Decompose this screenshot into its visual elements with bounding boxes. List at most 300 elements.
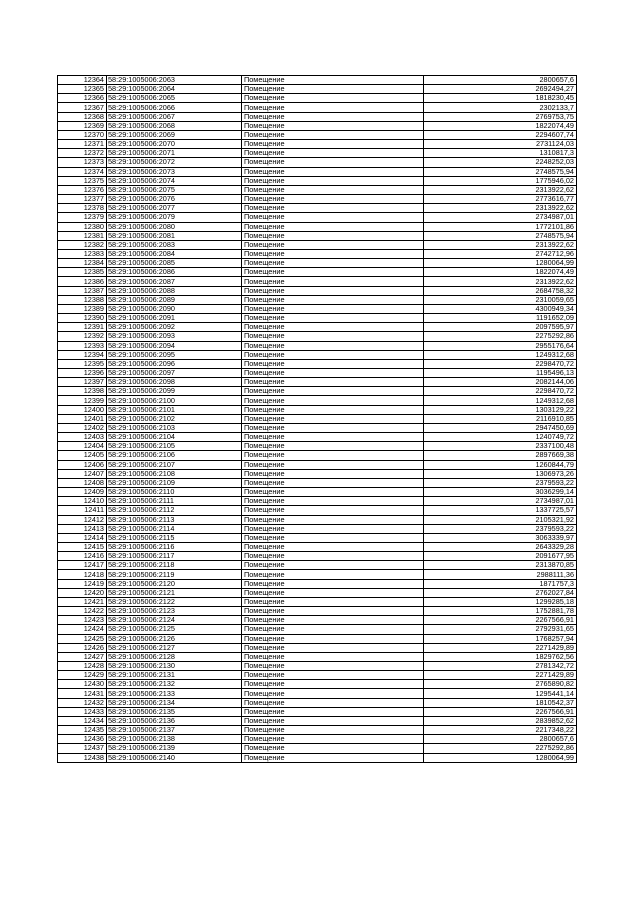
cadastral-value-cell: 2379593,22 <box>424 524 577 533</box>
cadastral-value-cell: 2765890,82 <box>424 680 577 689</box>
cadastral-number-cell: 58:29:1005006:2103 <box>107 423 242 432</box>
cadastral-number-cell: 58:29:1005006:2128 <box>107 652 242 661</box>
cadastral-number-cell: 58:29:1005006:2068 <box>107 121 242 130</box>
row-number-cell: 12399 <box>58 396 107 405</box>
table-row <box>58 130 577 139</box>
object-type-cell: Помещение <box>242 488 424 497</box>
row-number-cell: 12397 <box>58 378 107 387</box>
table-row <box>58 753 577 762</box>
row-number-cell: 12408 <box>58 478 107 487</box>
cadastral-number-cell: 58:29:1005006:2079 <box>107 213 242 222</box>
cadastral-value-cell: 2313922,62 <box>424 204 577 213</box>
row-number-cell: 12428 <box>58 662 107 671</box>
object-type-cell: Помещение <box>242 405 424 414</box>
cadastral-number-cell: 58:29:1005006:2139 <box>107 744 242 753</box>
table-row <box>58 607 577 616</box>
table-row <box>58 359 577 368</box>
object-type-cell: Помещение <box>242 213 424 222</box>
cadastral-value-cell: 1191652,09 <box>424 314 577 323</box>
table-row <box>58 524 577 533</box>
cadastral-number-cell: 58:29:1005006:2076 <box>107 195 242 204</box>
cadastral-value-cell: 1822074,49 <box>424 268 577 277</box>
object-type-cell: Помещение <box>242 94 424 103</box>
row-number-cell: 12407 <box>58 469 107 478</box>
table-row <box>58 625 577 634</box>
object-type-cell: Помещение <box>242 735 424 744</box>
cadastral-number-cell: 58:29:1005006:2087 <box>107 277 242 286</box>
cadastral-value-cell: 1306973,26 <box>424 469 577 478</box>
cadastral-number-cell: 58:29:1005006:2104 <box>107 433 242 442</box>
cadastral-number-cell: 58:29:1005006:2073 <box>107 167 242 176</box>
row-number-cell: 12422 <box>58 607 107 616</box>
cadastral-value-cell: 2217348,22 <box>424 726 577 735</box>
row-number-cell: 12427 <box>58 652 107 661</box>
object-type-cell: Помещение <box>242 698 424 707</box>
cadastral-number-cell: 58:29:1005006:2092 <box>107 323 242 332</box>
row-number-cell: 12413 <box>58 524 107 533</box>
row-number-cell: 12421 <box>58 597 107 606</box>
row-number-cell: 12387 <box>58 286 107 295</box>
cadastral-value-cell: 1299285,18 <box>424 597 577 606</box>
cadastral-number-cell: 58:29:1005006:2083 <box>107 240 242 249</box>
object-type-cell: Помещение <box>242 744 424 753</box>
table-body <box>58 76 577 763</box>
cadastral-value-cell: 2762027,84 <box>424 588 577 597</box>
table-row <box>58 561 577 570</box>
table-row <box>58 295 577 304</box>
cadastral-value-cell: 2271429,89 <box>424 643 577 652</box>
cadastral-number-cell: 58:29:1005006:2072 <box>107 158 242 167</box>
row-number-cell: 12380 <box>58 222 107 231</box>
table-row <box>58 277 577 286</box>
row-number-cell: 12425 <box>58 634 107 643</box>
row-number-cell: 12419 <box>58 579 107 588</box>
row-number-cell: 12379 <box>58 213 107 222</box>
cadastral-number-cell: 58:29:1005006:2117 <box>107 552 242 561</box>
cadastral-value-cell: 1295441,14 <box>424 689 577 698</box>
table-row <box>58 680 577 689</box>
row-number-cell: 12390 <box>58 314 107 323</box>
object-type-cell: Помещение <box>242 158 424 167</box>
cadastral-value-cell: 1772101,86 <box>424 222 577 231</box>
table-row <box>58 149 577 158</box>
cadastral-number-cell: 58:29:1005006:2096 <box>107 359 242 368</box>
cadastral-number-cell: 58:29:1005006:2063 <box>107 76 242 85</box>
row-number-cell: 12382 <box>58 240 107 249</box>
cadastral-number-cell: 58:29:1005006:2086 <box>107 268 242 277</box>
row-number-cell: 12424 <box>58 625 107 634</box>
row-number-cell: 12417 <box>58 561 107 570</box>
row-number-cell: 12375 <box>58 176 107 185</box>
object-type-cell: Помещение <box>242 204 424 213</box>
table-row <box>58 570 577 579</box>
cadastral-number-cell: 58:29:1005006:2115 <box>107 533 242 542</box>
cadastral-number-cell: 58:29:1005006:2113 <box>107 515 242 524</box>
cadastral-number-cell: 58:29:1005006:2127 <box>107 643 242 652</box>
table-row <box>58 213 577 222</box>
cadastral-value-cell: 1871757,3 <box>424 579 577 588</box>
table-row <box>58 433 577 442</box>
object-type-cell: Помещение <box>242 570 424 579</box>
table-row <box>58 671 577 680</box>
cadastral-value-cell: 2800657,6 <box>424 76 577 85</box>
table-row <box>58 707 577 716</box>
table-row <box>58 341 577 350</box>
table-row <box>58 378 577 387</box>
cadastral-value-cell: 2769753,75 <box>424 112 577 121</box>
table-row <box>58 195 577 204</box>
table-row <box>58 387 577 396</box>
table-row <box>58 405 577 414</box>
table-row <box>58 350 577 359</box>
cadastral-number-cell: 58:29:1005006:2093 <box>107 332 242 341</box>
cadastral-value-cell: 1303129,22 <box>424 405 577 414</box>
row-number-cell: 12402 <box>58 423 107 432</box>
object-type-cell: Помещение <box>242 726 424 735</box>
cadastral-number-cell: 58:29:1005006:2095 <box>107 350 242 359</box>
row-number-cell: 12426 <box>58 643 107 652</box>
object-type-cell: Помещение <box>242 414 424 423</box>
cadastral-value-cell: 1249312,68 <box>424 350 577 359</box>
cadastral-number-cell: 58:29:1005006:2137 <box>107 726 242 735</box>
cadastral-value-cell: 2955176,64 <box>424 341 577 350</box>
table-row <box>58 698 577 707</box>
object-type-cell: Помещение <box>242 680 424 689</box>
cadastral-value-cell: 2313922,62 <box>424 240 577 249</box>
table-row <box>58 304 577 313</box>
cadastral-number-cell: 58:29:1005006:2091 <box>107 314 242 323</box>
cadastral-number-cell: 58:29:1005006:2134 <box>107 698 242 707</box>
object-type-cell: Помещение <box>242 451 424 460</box>
row-number-cell: 12418 <box>58 570 107 579</box>
row-number-cell: 12369 <box>58 121 107 130</box>
object-type-cell: Помещение <box>242 378 424 387</box>
table-row <box>58 249 577 258</box>
row-number-cell: 12398 <box>58 387 107 396</box>
object-type-cell: Помещение <box>242 112 424 121</box>
row-number-cell: 12395 <box>58 359 107 368</box>
row-number-cell: 12389 <box>58 304 107 313</box>
row-number-cell: 12436 <box>58 735 107 744</box>
object-type-cell: Помещение <box>242 506 424 515</box>
cadastral-value-cell: 1818230,45 <box>424 94 577 103</box>
object-type-cell: Помещение <box>242 478 424 487</box>
table-row <box>58 85 577 94</box>
row-number-cell: 12381 <box>58 231 107 240</box>
object-type-cell: Помещение <box>242 121 424 130</box>
object-type-cell: Помещение <box>242 469 424 478</box>
cadastral-value-cell: 1829762,56 <box>424 652 577 661</box>
object-type-cell: Помещение <box>242 359 424 368</box>
cadastral-value-cell: 1195496,13 <box>424 369 577 378</box>
object-type-cell: Помещение <box>242 103 424 112</box>
object-type-cell: Помещение <box>242 460 424 469</box>
table-row <box>58 716 577 725</box>
row-number-cell: 12410 <box>58 497 107 506</box>
object-type-cell: Помещение <box>242 542 424 551</box>
object-type-cell: Помещение <box>242 643 424 652</box>
row-number-cell: 12383 <box>58 249 107 258</box>
cadastral-number-cell: 58:29:1005006:2107 <box>107 460 242 469</box>
cadastral-value-cell: 2116910,85 <box>424 414 577 423</box>
cadastral-number-cell: 58:29:1005006:2099 <box>107 387 242 396</box>
row-number-cell: 12434 <box>58 716 107 725</box>
object-type-cell: Помещение <box>242 195 424 204</box>
cadastral-number-cell: 58:29:1005006:2123 <box>107 607 242 616</box>
cadastral-number-cell: 58:29:1005006:2132 <box>107 680 242 689</box>
row-number-cell: 12412 <box>58 515 107 524</box>
table-row <box>58 689 577 698</box>
object-type-cell: Помещение <box>242 524 424 533</box>
object-type-cell: Помещение <box>242 295 424 304</box>
object-type-cell: Помещение <box>242 588 424 597</box>
cadastral-number-cell: 58:29:1005006:2130 <box>107 662 242 671</box>
cadastral-number-cell: 58:29:1005006:2094 <box>107 341 242 350</box>
table-row <box>58 533 577 542</box>
table-row <box>58 240 577 249</box>
object-type-cell: Помещение <box>242 753 424 762</box>
table-row <box>58 286 577 295</box>
cadastral-number-cell: 58:29:1005006:2069 <box>107 130 242 139</box>
table-row <box>58 735 577 744</box>
row-number-cell: 12406 <box>58 460 107 469</box>
cadastral-value-cell: 1775946,02 <box>424 176 577 185</box>
object-type-cell: Помещение <box>242 85 424 94</box>
cadastral-value-cell: 2947450,69 <box>424 423 577 432</box>
cadastral-number-cell: 58:29:1005006:2118 <box>107 561 242 570</box>
cadastral-value-cell: 2267566,91 <box>424 616 577 625</box>
object-type-cell: Помещение <box>242 277 424 286</box>
object-type-cell: Помещение <box>242 323 424 332</box>
object-type-cell: Помещение <box>242 561 424 570</box>
cadastral-value-cell: 2294607,74 <box>424 130 577 139</box>
table-row <box>58 259 577 268</box>
row-number-cell: 12367 <box>58 103 107 112</box>
cadastral-number-cell: 58:29:1005006:2111 <box>107 497 242 506</box>
table-row <box>58 588 577 597</box>
row-number-cell: 12432 <box>58 698 107 707</box>
object-type-cell: Помещение <box>242 634 424 643</box>
table-row <box>58 423 577 432</box>
cadastral-number-cell: 58:29:1005006:2126 <box>107 634 242 643</box>
object-type-cell: Помещение <box>242 286 424 295</box>
table-row <box>58 176 577 185</box>
object-type-cell: Помещение <box>242 433 424 442</box>
object-type-cell: Помещение <box>242 167 424 176</box>
cadastral-value-cell: 4300949,34 <box>424 304 577 313</box>
cadastral-number-cell: 58:29:1005006:2114 <box>107 524 242 533</box>
cadastral-value-cell: 2271429,89 <box>424 671 577 680</box>
row-number-cell: 12391 <box>58 323 107 332</box>
table-row <box>58 662 577 671</box>
table-row <box>58 396 577 405</box>
cadastral-value-cell: 1280064,99 <box>424 753 577 762</box>
row-number-cell: 12393 <box>58 341 107 350</box>
table-row <box>58 616 577 625</box>
cadastral-number-cell: 58:29:1005006:2089 <box>107 295 242 304</box>
cadastral-number-cell: 58:29:1005006:2075 <box>107 185 242 194</box>
cadastral-number-cell: 58:29:1005006:2136 <box>107 716 242 725</box>
object-type-cell: Помещение <box>242 76 424 85</box>
cadastral-number-cell: 58:29:1005006:2070 <box>107 140 242 149</box>
cadastral-number-cell: 58:29:1005006:2138 <box>107 735 242 744</box>
row-number-cell: 12429 <box>58 671 107 680</box>
table-row <box>58 542 577 551</box>
cadastral-number-cell: 58:29:1005006:2081 <box>107 231 242 240</box>
object-type-cell: Помещение <box>242 597 424 606</box>
cadastral-value-cell: 1752881,78 <box>424 607 577 616</box>
cadastral-value-cell: 2267566,91 <box>424 707 577 716</box>
row-number-cell: 12414 <box>58 533 107 542</box>
table-row <box>58 726 577 735</box>
table-row <box>58 369 577 378</box>
object-type-cell: Помещение <box>242 140 424 149</box>
cadastral-value-cell: 3063339,97 <box>424 533 577 542</box>
row-number-cell: 12370 <box>58 130 107 139</box>
table-row <box>58 185 577 194</box>
table-row <box>58 579 577 588</box>
table-row <box>58 515 577 524</box>
table-row <box>58 268 577 277</box>
row-number-cell: 12366 <box>58 94 107 103</box>
cadastral-value-cell: 2839852,62 <box>424 716 577 725</box>
cadastral-value-cell: 1249312,68 <box>424 396 577 405</box>
cadastral-value-cell: 2097595,97 <box>424 323 577 332</box>
object-type-cell: Помещение <box>242 662 424 671</box>
cadastral-value-cell: 2897669,38 <box>424 451 577 460</box>
object-type-cell: Помещение <box>242 442 424 451</box>
table-row <box>58 76 577 85</box>
cadastral-value-cell: 2731124,03 <box>424 140 577 149</box>
table-row <box>58 643 577 652</box>
cadastral-value-cell: 2742712,96 <box>424 249 577 258</box>
cadastral-number-cell: 58:29:1005006:2112 <box>107 506 242 515</box>
object-type-cell: Помещение <box>242 716 424 725</box>
row-number-cell: 12416 <box>58 552 107 561</box>
object-type-cell: Помещение <box>242 552 424 561</box>
cadastral-value-cell: 2298470,72 <box>424 359 577 368</box>
table-row <box>58 414 577 423</box>
row-number-cell: 12403 <box>58 433 107 442</box>
table-row <box>58 442 577 451</box>
table-row <box>58 103 577 112</box>
row-number-cell: 12372 <box>58 149 107 158</box>
object-type-cell: Помещение <box>242 707 424 716</box>
table-row <box>58 552 577 561</box>
cadastral-value-cell: 2313922,62 <box>424 185 577 194</box>
object-type-cell: Помещение <box>242 616 424 625</box>
cadastral-number-cell: 58:29:1005006:2098 <box>107 378 242 387</box>
cadastral-value-cell: 2988111,36 <box>424 570 577 579</box>
cadastral-number-cell: 58:29:1005006:2071 <box>107 149 242 158</box>
cadastral-number-cell: 58:29:1005006:2074 <box>107 176 242 185</box>
table-row <box>58 332 577 341</box>
row-number-cell: 12388 <box>58 295 107 304</box>
row-number-cell: 12431 <box>58 689 107 698</box>
cadastral-value-cell: 2692494,27 <box>424 85 577 94</box>
object-type-cell: Помещение <box>242 607 424 616</box>
object-type-cell: Помещение <box>242 350 424 359</box>
object-type-cell: Помещение <box>242 268 424 277</box>
cadastral-value-cell: 2275292,86 <box>424 744 577 753</box>
row-number-cell: 12415 <box>58 542 107 551</box>
table-row <box>58 222 577 231</box>
row-number-cell: 12405 <box>58 451 107 460</box>
table-row <box>58 158 577 167</box>
table-row <box>58 140 577 149</box>
row-number-cell: 12394 <box>58 350 107 359</box>
table-row <box>58 204 577 213</box>
table-row <box>58 167 577 176</box>
table-row <box>58 597 577 606</box>
row-number-cell: 12396 <box>58 369 107 378</box>
cadastral-value-cell: 1260844,79 <box>424 460 577 469</box>
cadastral-value-cell: 1310817,3 <box>424 149 577 158</box>
object-type-cell: Помещение <box>242 304 424 313</box>
cadastral-number-cell: 58:29:1005006:2131 <box>107 671 242 680</box>
cadastral-value-cell: 1768257,94 <box>424 634 577 643</box>
cadastral-number-cell: 58:29:1005006:2140 <box>107 753 242 762</box>
cadastral-value-cell: 2734987,01 <box>424 213 577 222</box>
row-number-cell: 12392 <box>58 332 107 341</box>
cadastral-value-cell: 1240749,72 <box>424 433 577 442</box>
cadastral-number-cell: 58:29:1005006:2106 <box>107 451 242 460</box>
row-number-cell: 12374 <box>58 167 107 176</box>
table-row <box>58 314 577 323</box>
cadastral-value-cell: 2310059,65 <box>424 295 577 304</box>
object-type-cell: Помещение <box>242 332 424 341</box>
table-row <box>58 112 577 121</box>
row-number-cell: 12438 <box>58 753 107 762</box>
row-number-cell: 12377 <box>58 195 107 204</box>
cadastral-number-cell: 58:29:1005006:2116 <box>107 542 242 551</box>
cadastral-number-cell: 58:29:1005006:2110 <box>107 488 242 497</box>
table-row <box>58 634 577 643</box>
row-number-cell: 12430 <box>58 680 107 689</box>
cadastral-number-cell: 58:29:1005006:2125 <box>107 625 242 634</box>
cadastral-number-cell: 58:29:1005006:2067 <box>107 112 242 121</box>
object-type-cell: Помещение <box>242 231 424 240</box>
object-type-cell: Помещение <box>242 185 424 194</box>
row-number-cell: 12373 <box>58 158 107 167</box>
table-row <box>58 121 577 130</box>
table-row <box>58 460 577 469</box>
cadastral-number-cell: 58:29:1005006:2085 <box>107 259 242 268</box>
cadastral-value-cell: 2773616,77 <box>424 195 577 204</box>
cadastral-number-cell: 58:29:1005006:2109 <box>107 478 242 487</box>
row-number-cell: 12386 <box>58 277 107 286</box>
row-number-cell: 12404 <box>58 442 107 451</box>
cadastral-number-cell: 58:29:1005006:2135 <box>107 707 242 716</box>
cadastral-value-cell: 2792931,65 <box>424 625 577 634</box>
cadastral-number-cell: 58:29:1005006:2122 <box>107 597 242 606</box>
row-number-cell: 12411 <box>58 506 107 515</box>
row-number-cell: 12378 <box>58 204 107 213</box>
row-number-cell: 12423 <box>58 616 107 625</box>
cadastral-number-cell: 58:29:1005006:2097 <box>107 369 242 378</box>
object-type-cell: Помещение <box>242 259 424 268</box>
object-type-cell: Помещение <box>242 625 424 634</box>
cadastral-value-cell: 2800657,6 <box>424 735 577 744</box>
cadastral-value-cell: 2684758,32 <box>424 286 577 295</box>
cadastral-number-cell: 58:29:1005006:2124 <box>107 616 242 625</box>
cadastral-number-cell: 58:29:1005006:2121 <box>107 588 242 597</box>
cadastral-number-cell: 58:29:1005006:2100 <box>107 396 242 405</box>
cadastral-number-cell: 58:29:1005006:2065 <box>107 94 242 103</box>
object-type-cell: Помещение <box>242 176 424 185</box>
cadastral-value-cell: 2781342,72 <box>424 662 577 671</box>
object-type-cell: Помещение <box>242 314 424 323</box>
